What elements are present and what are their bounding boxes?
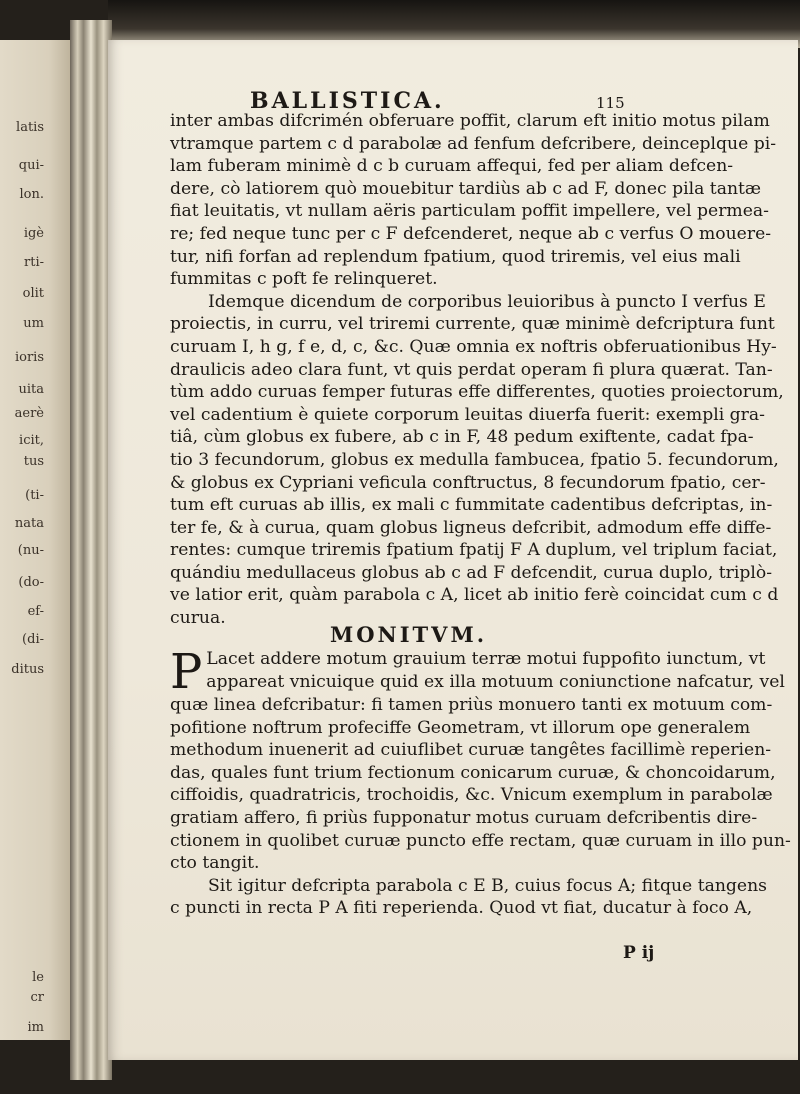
facing-fragment: latis (16, 120, 44, 135)
text-line: fummitas c poft fe relinqueret. (170, 269, 438, 290)
text-line: gratiam affero, fi priùs fupponatur motus curuam defcribentis dire- (170, 807, 758, 828)
facing-fragment: (nu- (17, 543, 44, 558)
text-line: c puncti in recta P A fiti reperienda. Quod vt fiat, ducatur à foco A, (170, 898, 753, 919)
facing-fragment: (do- (18, 575, 44, 590)
facing-fragment: uita (18, 382, 44, 397)
text-line: vel cadentium è quiete corporum leuitas diuerfa fuerit: exempli gra- (170, 404, 765, 425)
text-line: re; fed neque tunc per c F defcenderet, neque ab c verfus O mouere- (170, 223, 772, 244)
facing-fragment: um (23, 316, 44, 331)
text-line: proiectis, in curru, vel triremi currente, quæ minimè defcriptura funt (170, 314, 775, 335)
text-line: ve latior erit, quàm parabola c A, licet ab initio ferè coincidat cum c d (170, 585, 779, 606)
facing-fragment: im (27, 1020, 44, 1035)
text-line: curua. (170, 608, 226, 629)
running-title: BALLISTICA. (250, 88, 445, 114)
paragraph-1 (170, 110, 784, 630)
text-line: pofitione noftrum profeciffe Geometram, vt illorum ope generalem (170, 717, 751, 738)
facing-page (0, 40, 70, 1040)
facing-fragment: le (32, 970, 44, 985)
text-line: ctionem in quolibet curuæ puncto effe rectam, quæ curuam in illo pun- (170, 830, 791, 851)
text-line: ter fe, & à curua, quam globus ligneus defcribit, admodum effe diffe- (170, 517, 772, 538)
facing-fragment: rti- (24, 255, 44, 270)
text-line: draulicis adeo clara funt, vt quis perdat operam fi plura quærat. Tan- (170, 359, 773, 380)
text-line: quæ linea defcribatur: fi tamen priùs monuero tanti ex motuum com- (170, 695, 773, 715)
text-line: fiat leuitatis, vt nullam aëris particulam poffit impellere, vel permea- (170, 201, 769, 222)
text-line: Lacet addere motum grauium terræ motui fuppofito iunctum, vt (206, 649, 766, 669)
text-line: inter ambas difcrimén obferuare poffit, clarum eft initio motus pilam (170, 111, 770, 131)
text-line: quándiu medullaceus globus ab c ad F defcendit, curua duplo, triplò- (170, 562, 773, 583)
facing-fragment: lon. (19, 187, 44, 202)
facing-fragment: cr (30, 990, 44, 1005)
facing-fragment: olit (22, 286, 44, 301)
text-line: Sit igitur defcripta parabola c E B, cuius focus A; fitque tangens (208, 875, 767, 896)
facing-fragment: icit, (19, 433, 44, 448)
facing-fragment: ioris (14, 350, 44, 365)
facing-fragment: (ti- (25, 488, 44, 503)
signature-mark: P ij (623, 943, 655, 963)
section-heading: MONITVM. (330, 622, 488, 647)
book-gutter (70, 20, 112, 1080)
text-line: appareat vnicuique quid ex illa motuum coniunctione nafcatur, vel (206, 671, 785, 692)
facing-fragment: (di- (22, 632, 44, 647)
section-body (170, 644, 791, 920)
text-line: tùm addo curuas femper futuras effe differentes, quoties proiectorum, (170, 382, 784, 403)
text-line: cto tangit. (170, 853, 260, 874)
text-line: tum eft curuas ab illis, ex mali c fummitate cadentibus defcriptas, in- (170, 495, 773, 516)
text-line: tur, nifi forfan ad replendum fpatium, quod triremis, vel eius mali (170, 246, 741, 267)
facing-fragment: ef- (27, 604, 44, 619)
text-line: ciffoidis, quadratricis, trochoidis, &c. Vnicum exemplum in parabolæ (170, 785, 773, 806)
text-line: Idemque dicendum de corporibus leuioribus à puncto I verfus E (208, 291, 766, 312)
text-line: tio 3 fecundorum, globus ex medulla fambucea, fpatio 5. fecundorum, (170, 449, 779, 470)
text-line: das, quales funt trium fectionum conicarum curuæ, & choncoidarum, (170, 762, 776, 783)
facing-fragment: qui- (18, 158, 44, 173)
text-line: curuam I, h g, f e, d, c, &c. Quæ omnia ex noftris obferuationibus Hy- (170, 336, 777, 357)
text-line: lam fuberam minimè d c b curuam affequi, fed per aliam defcen- (170, 156, 734, 177)
facing-fragment: ditus (11, 662, 44, 677)
facing-fragment: aerè (14, 406, 44, 421)
text-line: rentes: cumque triremis fpatium fpatij F A duplum, vel triplum faciat, (170, 540, 778, 561)
facing-fragment: tus (23, 454, 44, 469)
drop-capital: P (170, 644, 203, 700)
text-line: methodum inuenerit ad cuiuflibet curuæ tangêtes facillimè reperien- (170, 740, 772, 761)
facing-fragment: nata (14, 516, 44, 531)
text-line: vtramque partem c d parabolæ ad fenfum defcribere, deinceplque pi- (170, 133, 777, 154)
page-number: 115 (596, 94, 625, 112)
text-line: dere, cò latiorem quò mouebitur tardiùs ab c ad F, donec pila tantæ (170, 178, 762, 199)
facing-fragment: igè (23, 226, 44, 241)
text-line: tiâ, cùm globus ex fubere, ab c in F, 48 pedum exiftente, cadat fpa- (170, 427, 754, 448)
text-line: & globus ex Cypriani veficula conftructus, 8 fecundorum fpatio, cer- (170, 472, 766, 493)
